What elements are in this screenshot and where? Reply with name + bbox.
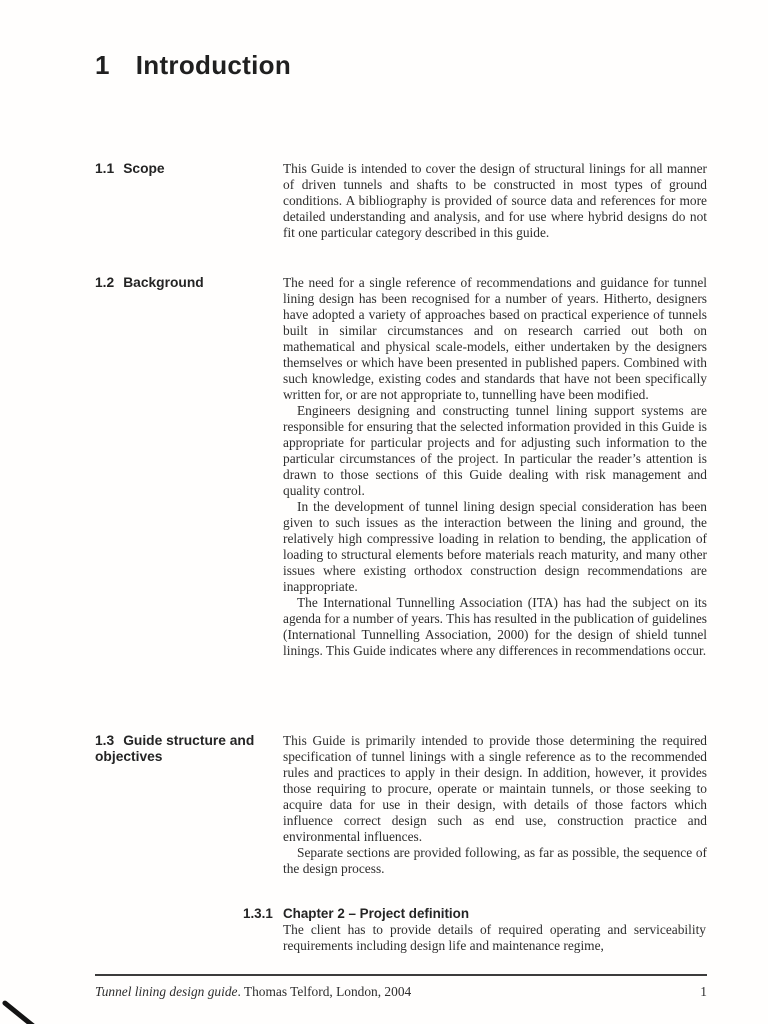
section-background <box>95 275 707 659</box>
section-label: Scope <box>123 161 165 176</box>
paragraph: The client has to provide details of required operating and serviceability requirements including design life and maintenance regime, <box>283 922 706 953</box>
section-number: 1.2 <box>95 275 115 290</box>
section-number: 1.3 <box>95 733 115 748</box>
section-heading-scope <box>95 161 283 177</box>
section-body-background <box>283 275 707 659</box>
footer-citation <box>95 984 411 1000</box>
section-label: Guide structure and objectives <box>95 733 255 764</box>
section-scope <box>95 161 707 241</box>
chapter-title <box>95 50 291 80</box>
paragraph: This Guide is primarily intended to provide those determining the required specification of tunnel linings with a single reference as to the recommended rules and practices to apply in their design. In addition, however, it provides those requiring to procure, operate or maintain tunnels, or those seeking to acquire data for use in their design, with details of those factors which influence correct design such as end use, construction practice and environmental influences. <box>283 733 707 844</box>
chapter-number: 1 <box>95 50 110 80</box>
section-label: Background <box>123 275 204 290</box>
section-body-scope <box>283 161 707 241</box>
footer-book-title: Tunnel lining design guide <box>95 984 238 999</box>
footer-imprint: . Thomas Telford, London, 2004 <box>237 984 412 999</box>
subsection-project-definition <box>243 906 707 954</box>
subsection-number: 1.3.1 <box>243 906 273 921</box>
paragraph: Separate sections are provided following, as far as possible, the sequence of the design process. <box>283 845 707 876</box>
section-body-guide-structure <box>283 733 707 877</box>
section-number: 1.1 <box>95 161 115 176</box>
chapter-title-text: Introduction <box>135 50 291 80</box>
paragraph: The need for a single reference of recommendations and guidance for tunnel lining design has been recognised for a number of years. Hitherto, designers have adopted a variety of approaches based on practical experience of tunnels built in similar circumstances and on research carried out both on mathematical and physical scale-models, either undertaken by the designers themselves or which have been presented in published papers. Combined with such knowledge, existing codes and standards that have not been specifically written for, or are not appropriate to, tunnelling have been modified. <box>283 275 707 402</box>
subsection-body <box>283 922 706 954</box>
subsection-heading-text: Chapter 2 – Project definition <box>283 906 470 921</box>
section-heading-background <box>95 275 283 291</box>
page-footer <box>95 974 707 1000</box>
page-number: 1 <box>700 984 707 999</box>
section-guide-structure <box>95 733 707 877</box>
paragraph: Engineers designing and constructing tunnel lining support systems are responsible for ensuring that the selected information provided in this Guide is appropriate for particular projects and for adjusting such information to the particular circumstances of the project. In particular the reader’s attention is drawn to those sections of this Guide dealing with risk management and quality control. <box>283 403 707 498</box>
paragraph: This Guide is intended to cover the design of structural linings for all manner of driven tunnels and shafts to be constructed in most types of ground conditions. A bibliography is provided of source data and references for more detailed understanding and analysis, and for use where hybrid designs do not fit one particular category described in this guide. <box>283 161 707 240</box>
paragraph: The International Tunnelling Association (ITA) has had the subject on its agenda for a number of years. This has resulted in the publication of guidelines (International Tunnelling Association, 2000) for the design of shield tunnel linings. This Guide indicates where any differences in recommendations occur. <box>283 595 707 658</box>
paragraph: In the development of tunnel lining design special consideration has been given to such issues as the interaction between the lining and ground, the relatively high compressive loading in relation to bending, the application of loading to structural elements before materials reach maturity, and many other issues where existing orthodox construction design recommendations are inappropriate. <box>283 499 707 594</box>
subsection-heading <box>243 906 707 922</box>
scan-artifact-mark <box>1 1000 40 1024</box>
section-heading-guide-structure <box>95 733 283 765</box>
